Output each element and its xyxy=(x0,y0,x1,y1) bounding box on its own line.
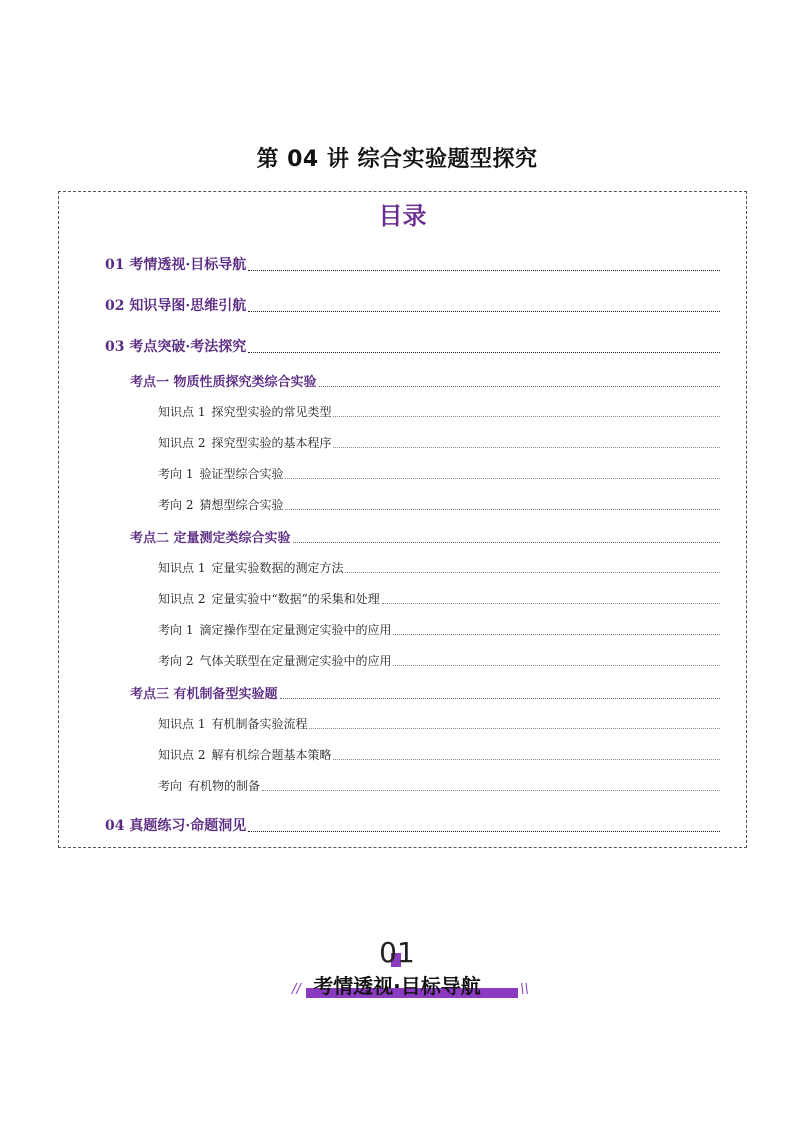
toc-entry-label: 滴定操作型在定量测定实验中的应用 xyxy=(199,623,392,637)
dot-leader xyxy=(333,759,720,760)
toc-entry-prefix: 知识点 2 xyxy=(158,436,206,450)
dot-leader xyxy=(262,790,720,791)
toc-subitem[interactable] xyxy=(158,777,720,794)
toc-entry-label: 猜想型综合实验 xyxy=(199,498,284,512)
toc-entry-label: 验证型综合实验 xyxy=(199,467,284,481)
dot-leader xyxy=(319,386,720,387)
toc-entry-label: 定量实验中“数据”的采集和处理 xyxy=(211,592,380,606)
toc-entry-label: 有机物的制备 xyxy=(188,779,261,793)
toc-entry-prefix: 考向 xyxy=(158,779,183,793)
toc-entry-prefix: 考向 1 xyxy=(158,467,194,481)
toc-subitem[interactable] xyxy=(158,652,720,669)
toc-subitem[interactable] xyxy=(158,496,720,513)
toc-subitem[interactable] xyxy=(158,715,720,732)
toc-subitem[interactable] xyxy=(158,621,720,638)
toc-subitem[interactable] xyxy=(158,434,720,451)
dot-leader xyxy=(285,509,720,510)
toc-entry-prefix: 知识点 2 xyxy=(158,592,206,606)
dot-leader xyxy=(248,270,720,271)
table-of-contents xyxy=(58,191,747,848)
toc-entry-label: 考点三 有机制备型实验题 xyxy=(130,687,278,702)
left-slash-decoration: // xyxy=(292,982,301,997)
toc-entry-label: 03 考点突破·考法探究 xyxy=(105,339,247,355)
dot-leader xyxy=(293,542,720,543)
toc-topic-3[interactable] xyxy=(130,683,720,702)
dot-leader xyxy=(280,698,720,699)
toc-entry-label: 有机制备实验流程 xyxy=(211,717,308,731)
toc-entry-label: 气体关联型在定量测定实验中的应用 xyxy=(199,654,392,668)
toc-entry-label: 考点二 定量测定类综合实验 xyxy=(130,531,291,546)
section-header xyxy=(0,970,794,1002)
toc-entry-label: 解有机综合题基本策略 xyxy=(211,748,332,762)
toc-entry-01[interactable] xyxy=(105,254,720,274)
toc-entry-prefix: 知识点 1 xyxy=(158,717,206,731)
dot-leader xyxy=(309,728,720,729)
toc-entry-prefix: 知识点 2 xyxy=(158,748,206,762)
toc-entry-label: 定量实验数据的测定方法 xyxy=(211,561,344,575)
toc-subitem[interactable] xyxy=(158,559,720,576)
dot-leader xyxy=(345,572,720,573)
toc-entry-prefix: 知识点 1 xyxy=(158,561,206,575)
section-title: 考情透视·目标导航 xyxy=(313,974,481,998)
toc-entry-label: 04 真题练习·命题洞见 xyxy=(105,818,247,834)
section-number: 01 xyxy=(379,936,415,969)
toc-topic-1[interactable] xyxy=(130,371,720,390)
document-title: 第 04 讲 综合实验题型探究 xyxy=(256,147,538,172)
toc-entry-label: 考点一 物质性质探究类综合实验 xyxy=(130,375,317,390)
toc-entry-04[interactable] xyxy=(105,815,720,835)
dot-leader xyxy=(393,665,720,666)
toc-subitem[interactable] xyxy=(158,403,720,420)
toc-entry-02[interactable] xyxy=(105,295,720,315)
toc-subitem[interactable] xyxy=(158,465,720,482)
dot-leader xyxy=(382,603,720,604)
toc-entry-prefix: 考向 2 xyxy=(158,498,194,512)
toc-entry-label: 探究型实验的常见类型 xyxy=(211,405,332,419)
toc-entry-prefix: 知识点 1 xyxy=(158,405,206,419)
toc-heading: 目录 xyxy=(378,202,427,230)
dot-leader xyxy=(333,447,720,448)
toc-topic-2[interactable] xyxy=(130,527,720,546)
toc-entry-03[interactable] xyxy=(105,336,720,356)
toc-entry-label: 探究型实验的基本程序 xyxy=(211,436,332,450)
toc-subitem[interactable] xyxy=(158,590,720,607)
toc-entry-prefix: 考向 2 xyxy=(158,654,194,668)
toc-subitem[interactable] xyxy=(158,746,720,763)
dot-leader xyxy=(285,478,720,479)
dot-leader xyxy=(248,831,720,832)
right-slash-decoration: \\ xyxy=(520,982,529,997)
dot-leader xyxy=(248,311,720,312)
toc-entry-label: 02 知识导图·思维引航 xyxy=(105,298,247,314)
dot-leader xyxy=(393,634,720,635)
dot-leader xyxy=(333,416,720,417)
toc-entry-label: 01 考情透视·目标导航 xyxy=(105,257,247,273)
dot-leader xyxy=(248,352,720,353)
toc-entry-prefix: 考向 1 xyxy=(158,623,194,637)
